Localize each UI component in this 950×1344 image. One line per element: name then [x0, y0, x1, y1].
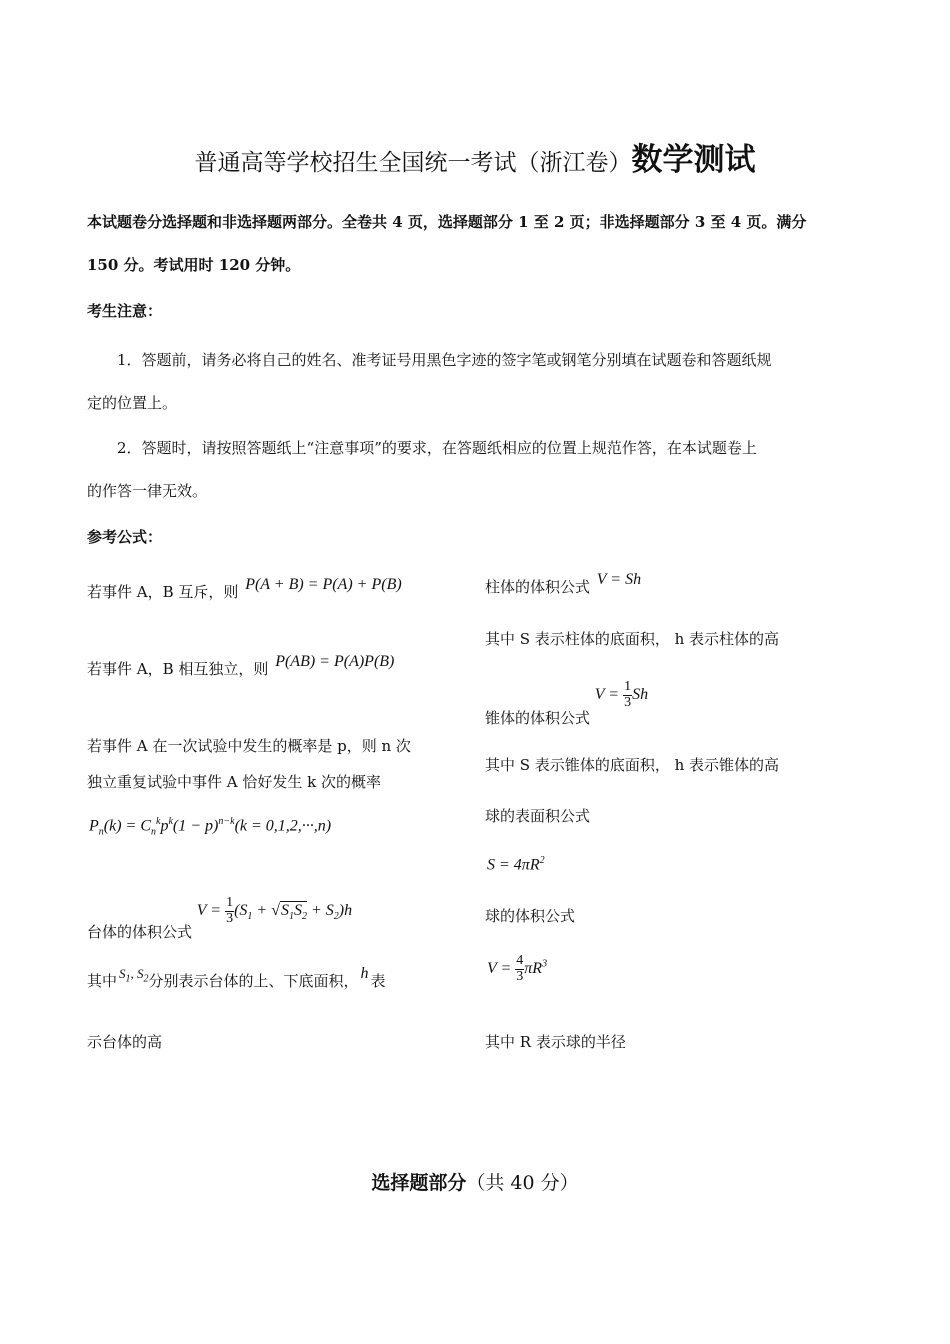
sphere-note: 其中 R 表示球的半径 [485, 1033, 626, 1051]
title-main: 普通高等学校招生全国统一考试（浙江卷） [194, 150, 632, 176]
notice-1-line-1: 1．答题前，请务必将自己的姓名、准考证号用黑色字迹的签字笔或钢笔分别填在试题卷和答题纸规 [117, 351, 772, 369]
frustum-note: 其中 $S_1$, $S_2$分别表示台体的上、下底面积， h 表 [87, 965, 386, 990]
prism-formula: V = Sh [596, 571, 642, 588]
notice-1 [87, 339, 852, 425]
notice-heading: 考生注意： [87, 302, 163, 320]
cone-volume [485, 679, 649, 727]
binomial-line-1: 若事件 A 在一次试验中发生的概率是 p，则 n 次 [87, 737, 411, 755]
prism-volume [485, 571, 642, 597]
independent-formula: P(AB) = P(A)P(B) [275, 653, 395, 670]
frustum-volume [87, 895, 353, 941]
binomial-formula: $P_n(k) = C_n^kp^k(1 - p)^{n-k}(k = 0,1,2,\cdot\cdot\cdot,n)$ [89, 816, 332, 838]
independent-text: 若事件 A，B 相互独立，则 [87, 660, 269, 678]
section-title: 选择题部分 [371, 1172, 467, 1194]
intro-paragraph [87, 201, 852, 287]
exclusive-text: 若事件 A，B 互斥，则 [87, 583, 239, 601]
frustum-note-end: 示台体的高 [87, 1033, 163, 1051]
cone-note: 其中 S 表示锥体的底面积， h 表示锥体的高 [485, 756, 780, 774]
binomial-formula-head: P [89, 817, 99, 835]
prism-label: 柱体的体积公式 [485, 578, 591, 596]
formula-heading: 参考公式： [87, 528, 163, 546]
intro-line-1: 本试题卷分选择题和非选择题两部分。全卷共 4 页，选择题部分 1 至 2 页；非选择题部分 3 至 4 页。满分 [87, 213, 807, 231]
frustum-note-symbols: $S_1$, $S_2$ [119, 966, 149, 985]
notice-2 [87, 427, 852, 513]
sphere-volume-label: 球的体积公式 [485, 907, 576, 925]
page-title [0, 134, 950, 179]
independent-events [87, 653, 395, 679]
sphere-volume-formula: V = $\frac{4}{3}$ $\pi R^3$ [487, 953, 548, 984]
notice-2-line-1: 2．答题时，请按照答题纸上“注意事项”的要求，在答题纸相应的位置上规范作答，在本试题卷上 [117, 439, 757, 457]
binomial-line-2: 独立重复试验中事件 A 恰好发生 k 次的概率 [87, 773, 381, 791]
frustum-formula: V = $\frac{1}{3}$ $(S_1 + √S_1S_2 + S_2)h$ [196, 895, 353, 926]
frustum-label: 台体的体积公式 [87, 922, 193, 941]
prism-note: 其中 S 表示柱体的底面积， h 表示柱体的高 [485, 630, 780, 648]
exclusive-events [87, 576, 402, 602]
exclusive-formula: P(A + B) = P(A) + P(B) [245, 576, 402, 593]
sphere-area-label: 球的表面积公式 [485, 807, 591, 825]
binomial-description [87, 728, 411, 800]
title-emphasis: 数学测试 [631, 142, 756, 178]
cone-label: 锥体的体积公式 [485, 708, 591, 727]
section-heading [0, 1168, 950, 1195]
notice-2-line-2: 的作答一律无效。 [87, 482, 208, 500]
cone-formula: V = $\frac{1}{3}$ Sh [594, 679, 649, 710]
notice-1-line-2: 定的位置上。 [87, 394, 178, 412]
sphere-area-formula: $S = 4\pi R^2$ [487, 855, 545, 874]
intro-line-2: 150 分。考试用时 120 分钟。 [87, 256, 301, 274]
binomial-formula-range: (k = 0,1,2,···,n) [234, 817, 332, 835]
section-points: （共 40 分） [466, 1172, 579, 1194]
